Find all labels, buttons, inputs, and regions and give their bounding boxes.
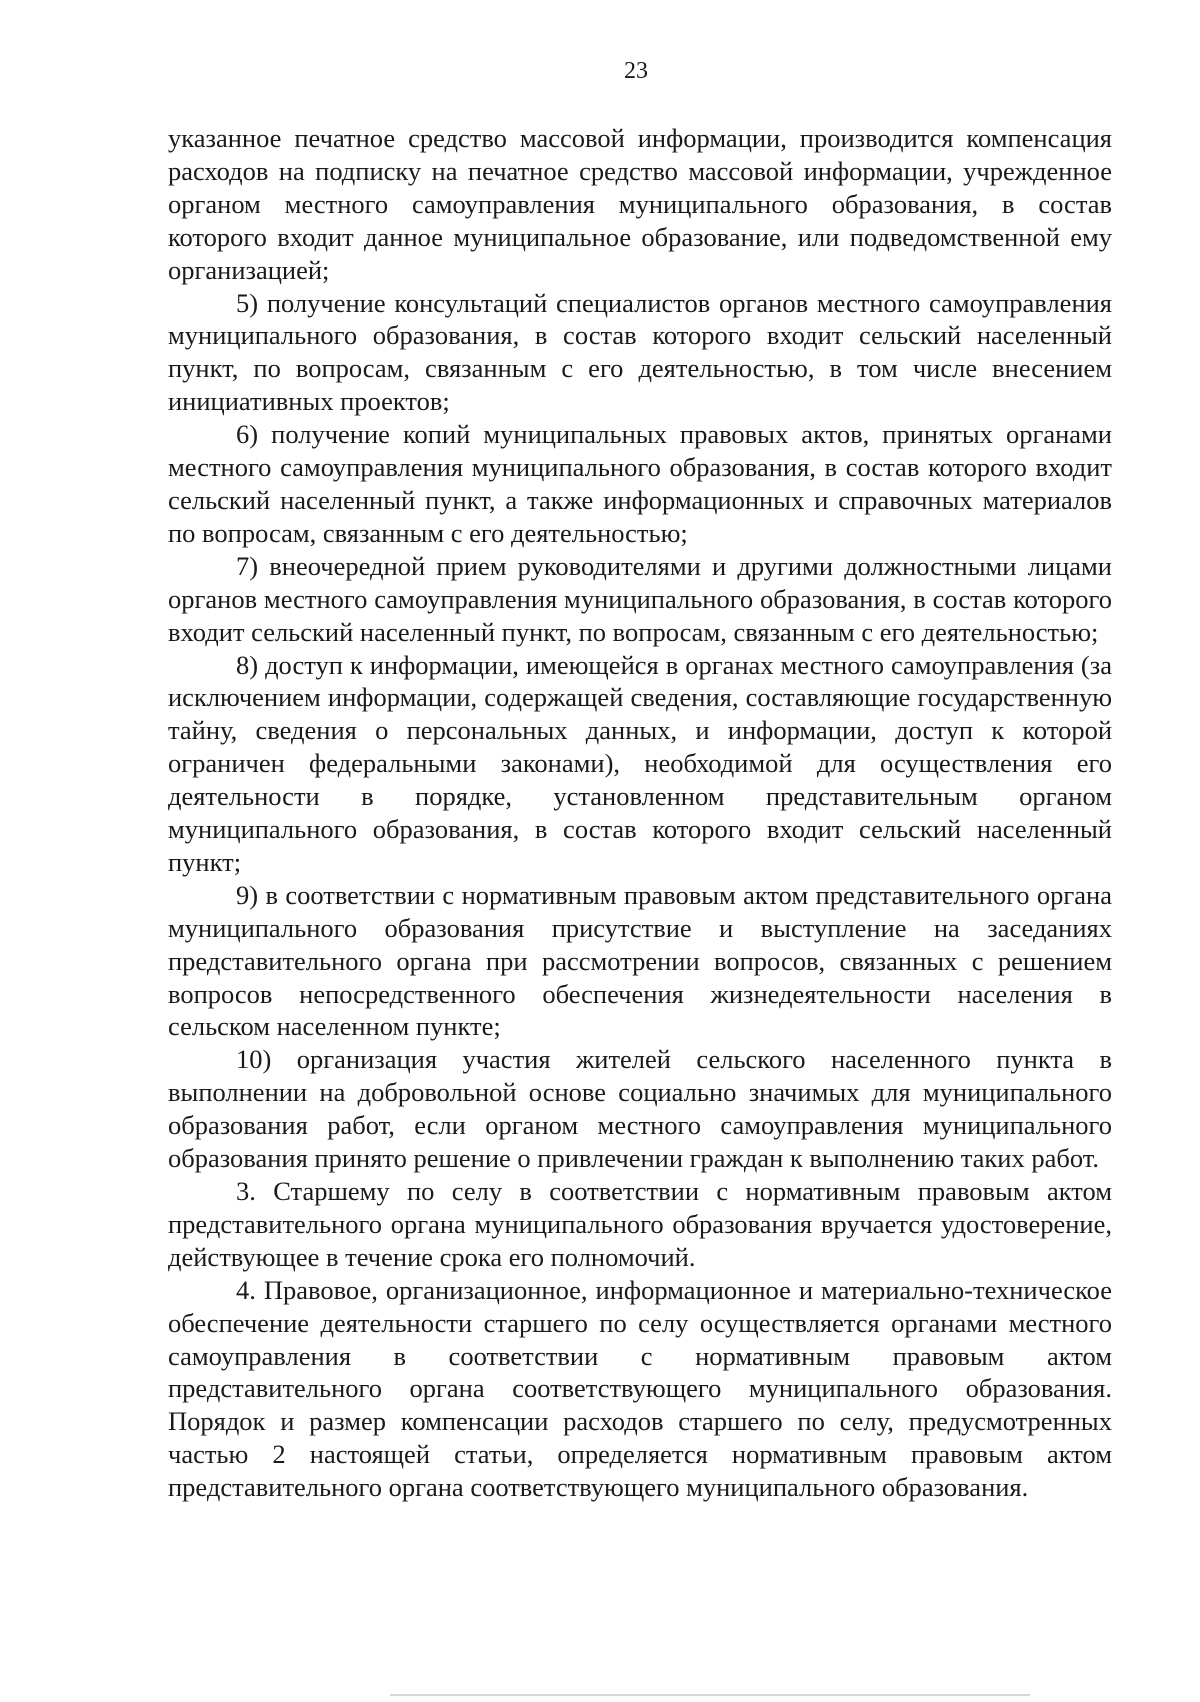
scan-edge-line — [390, 1694, 1030, 1696]
paragraph-item-9: 9) в соответствии с нормативным правовым актом представительного органа муниципального образования присутствие и выступление на заседаниях представительного органа при рассмотрении вопросов, связанных с решением вопросов непосредственного обеспечения жизнедеятельности населения в сельском населенном пункте; — [168, 879, 1112, 1042]
document-body — [168, 122, 1112, 1504]
paragraph-part-4: 4. Правовое, организационное, информационное и материально-техническое обеспечение деятельности старшего по селу осуществляется органами местного самоуправления в соответствии с нормативным правовым актом представительного органа соответствующего муниципального образования. Порядок и размер компенсации расходов старшего по селу, предусмотренных частью 2 настоящей статьи, определяется нормативным правовым актом представительного органа соответствующего муниципального образования. — [168, 1274, 1112, 1503]
paragraph-item-8: 8) доступ к информации, имеющейся в органах местного самоуправления (за исключением информации, содержащей сведения, составляющие государственную тайну, сведения о персональных данных, и информации, доступ к которой ограничен федеральными законами), необходимой для осуществления его деятельности в порядке, установленном представительным органом муниципального образования, в состав которого входит сельский населенный пункт; — [168, 649, 1112, 877]
paragraph-item-7: 7) внеочередной прием руководителями и другими должностными лицами органов местного самоуправления муниципального образования, в состав которого входит сельский населенный пункт, по вопросам, связанным с его деятельностью; — [168, 550, 1112, 647]
paragraph-item-10: 10) организация участия жителей сельского населенного пункта в выполнении на добровольной основе социально значимых для муниципального образования работ, если органом местного самоуправления муниципального образования принято решение о привлечении граждан к выполнению таких работ. — [168, 1044, 1112, 1174]
paragraph-continuation: указанное печатное средство массовой информации, производится компенсация расходов на подписку на печатное средство массовой информации, учрежденное органом местного самоуправления муниципального образования, в состав которого входит данное муниципальное образование, или подведомственной ему организацией; — [168, 123, 1112, 285]
page-number: 23 — [624, 58, 648, 84]
paragraph-item-5: 5) получение консультаций специалистов органов местного самоуправления муниципального образования, в состав которого входит сельский населенный пункт, по вопросам, связанным с его деятельностью, в том числе внесением инициативных проектов; — [168, 287, 1112, 417]
paragraph-item-6: 6) получение копий муниципальных правовых актов, принятых органами местного самоуправления муниципального образования, в состав которого входит сельский населенный пункт, а также информационных и справочных материалов по вопросам, связанным с его деятельностью; — [168, 419, 1112, 548]
paragraph-part-3: 3. Старшему по селу в соответствии с нормативным правовым актом представительного органа муниципального образования вручается удостоверение, действующее в течение срока его полномочий. — [168, 1176, 1112, 1272]
